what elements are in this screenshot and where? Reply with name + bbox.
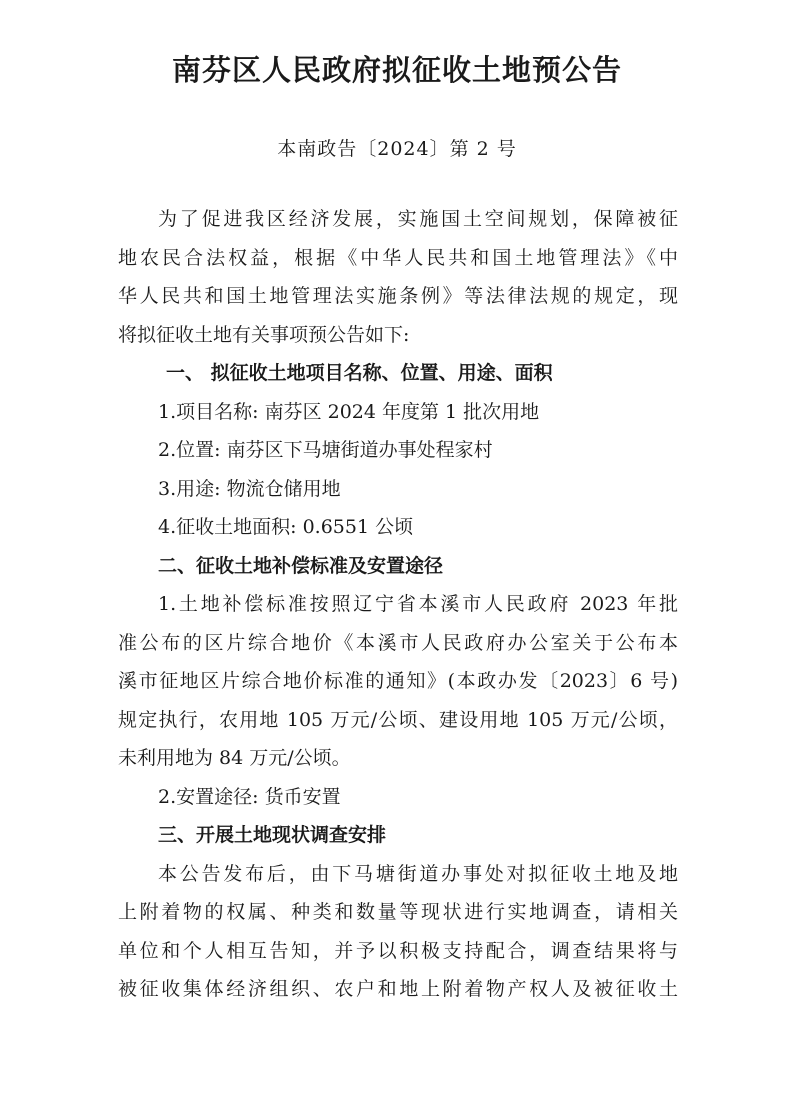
paragraph-line: 未利用地为 84 万元/公顷。 [118, 747, 351, 769]
paragraph-line: 华人民共和国土地管理法实施条例》等法律法规的规定，现 [118, 285, 678, 307]
document-title: 南芬区人民政府拟征收土地预公告 [171, 53, 622, 87]
document-body [118, 200, 678, 1009]
paragraph-line: 溪市征地区片综合地价标准的通知》(本政办发〔2023〕6 号) [118, 670, 678, 692]
section-1-item: 1.项目名称: 南芬区 2024 年度第 1 批次用地 [158, 400, 540, 423]
section-1-heading: 一、 拟征收土地项目名称、位置、用途、面积 [166, 362, 553, 384]
paragraph-line: 规定执行，农用地 105 万元/公顷、建设用地 105 万元/公顷， [118, 708, 678, 731]
paragraph-line: 单位和个人相互告知，并予以积极支持配合，调查结果将与 [118, 939, 678, 962]
section-3-paragraph [118, 855, 678, 1009]
section-2-heading: 二、征收土地补偿标准及安置途径 [158, 554, 444, 577]
section-3-heading: 三、开展土地现状调查安排 [158, 824, 387, 846]
paragraph-line: 被征收集体经济组织、农户和地上附着物产权人及被征收土 [118, 978, 678, 1000]
paragraph-line: 1.土地补偿标准按照辽宁省本溪市人民政府 2023 年批 [158, 593, 678, 615]
paragraph-line: 地农民合法权益，根据《中华人民共和国土地管理法》《中 [118, 246, 678, 269]
section-1-item: 3.用途: 物流仓储用地 [158, 477, 341, 500]
section-2-item-2: 2.安置途径: 货币安置 [158, 785, 341, 808]
intro-paragraph [118, 200, 678, 354]
paragraph-line: 准公布的区片综合地价《本溪市人民政府办公室关于公布本 [118, 631, 678, 654]
document-number: 本南政告〔2024〕第 2 号 [277, 138, 517, 160]
section-1-item: 2.位置: 南芬区下马塘街道办事处程家村 [158, 439, 493, 461]
paragraph-line: 本公告发布后，由下马塘街道办事处对拟征收土地及地 [158, 862, 678, 885]
section-2-item-1 [118, 585, 678, 778]
paragraph-line: 上附着物的权属、种类和数量等现状进行实地调查，请相关 [118, 901, 678, 923]
paragraph-line: 为了促进我区经济发展，实施国土空间规划，保障被征 [158, 208, 678, 230]
section-1-item: 4.征收土地面积: 0.6551 公顷 [158, 516, 414, 538]
paragraph-line: 将拟征收土地有关事项预公告如下: [118, 323, 410, 346]
